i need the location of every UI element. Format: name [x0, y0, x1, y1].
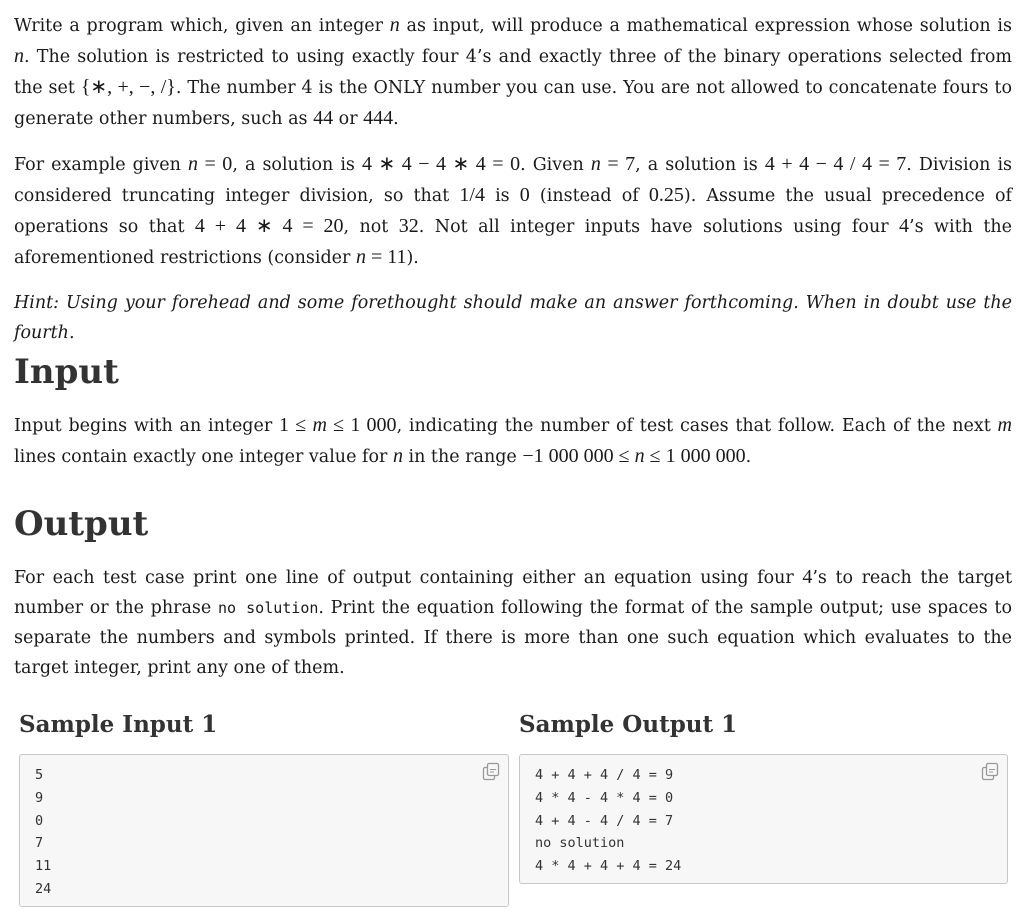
text: , not: [343, 217, 399, 237]
text: , indicating the number of test cases that follow. Each of the next: [396, 416, 998, 436]
sample-input-text: 5 9 0 7 11 24: [35, 767, 52, 897]
copy-icon[interactable]: [979, 761, 1001, 783]
text: is: [484, 186, 520, 206]
text: . The solution is restricted to using exactly four 4’s and exactly three of the binary operations selected from the set: [14, 47, 1012, 98]
text: , a solution is: [232, 155, 362, 175]
math-value: 4: [899, 215, 910, 237]
text: ’s with the aforementioned restrictions (consider: [14, 217, 1012, 268]
text: ).: [406, 248, 419, 268]
math-value: 0.25: [648, 184, 684, 206]
text: Input begins with an integer: [14, 416, 280, 436]
text: . Division is considered truncating integer division, so that: [14, 155, 1013, 206]
math-equation: 4 + 4 − 4 / 4 = 7: [764, 153, 907, 175]
math-n: n: [634, 445, 645, 467]
math-4: 4: [802, 566, 813, 588]
sample-input-title: Sample Input 1: [19, 711, 218, 738]
text: . Print the equation following the format of the sample output; use spaces to separate the numbers and symbols printed. If there is more than one such equation which evaluates to the target integer, print any one of them.: [14, 598, 1012, 678]
sample-input-box: [19, 754, 509, 907]
math-equation: 4 ∗ 4 − 4 ∗ 4 = 0: [361, 153, 521, 175]
output-paragraph: [14, 562, 1012, 683]
text: as input, will produce a mathematical expression whose solution is: [399, 16, 1012, 36]
math-n: n: [188, 153, 199, 175]
math-44: 44: [313, 107, 334, 129]
math-n: n: [14, 45, 24, 67]
text: (instead of: [529, 186, 649, 206]
sample-output-box: [519, 754, 1008, 884]
math-bound: ≤ 1 000: [326, 414, 397, 436]
math-444: 444: [363, 107, 394, 129]
text: Write a program which, given an integer: [14, 16, 390, 36]
text: . The number 4 is the ONLY number you can use. You are not allowed to concatenate fours to generate other numbers, such as: [14, 78, 1012, 129]
math-n: n: [389, 14, 400, 36]
math-n: n: [392, 445, 403, 467]
math-value: = 7: [600, 153, 636, 175]
text: , a solution is: [635, 155, 765, 175]
math-bound: ≤ 1 000 000: [644, 445, 746, 467]
text: For example given: [14, 155, 189, 175]
copy-icon[interactable]: [480, 761, 502, 783]
input-heading: Input: [14, 352, 119, 392]
math-m: m: [997, 414, 1012, 436]
math-value: = 11: [365, 246, 407, 268]
math-bound: 1 ≤: [279, 414, 313, 436]
math-n: n: [355, 246, 366, 268]
code-no-solution: no solution: [217, 599, 319, 617]
text: ). Assume the usual precedence of operations so that: [14, 186, 1012, 237]
text: in the range: [402, 447, 523, 467]
text: For each test case print one line of output containing either an equation using four: [14, 568, 803, 588]
math-value: 0: [519, 184, 530, 206]
sample-output-title: Sample Output 1: [519, 711, 738, 738]
text: . Given: [520, 155, 591, 175]
example-paragraph: [14, 149, 1012, 273]
input-paragraph: [14, 410, 1012, 472]
math-n: n: [590, 153, 601, 175]
output-heading: Output: [14, 504, 149, 544]
text: or: [333, 109, 364, 129]
text: . Not all integer inputs have solutions using four: [418, 217, 900, 237]
text: ’s to reach the target number or the phrase: [14, 568, 1012, 618]
math-value: = 0: [198, 153, 233, 175]
intro-paragraph: [14, 10, 1012, 134]
math-operation-set: {∗, +, −, /}: [80, 76, 176, 98]
text: .: [745, 447, 752, 467]
math-m: m: [312, 414, 327, 436]
text: lines contain exactly one integer value for: [14, 447, 393, 467]
hint-paragraph: Hint: Using your forehead and some forethought should make an answer forthcoming. When in doubt use the fourth.: [14, 293, 1012, 343]
text: .: [393, 109, 399, 129]
math-value: 32: [398, 215, 419, 237]
math-bound: −1 000 000 ≤: [522, 445, 635, 467]
math-fraction: 1/4: [459, 184, 485, 206]
sample-output-text: 4 + 4 + 4 / 4 = 9 4 * 4 - 4 * 4 = 0 4 + 4 - 4 / 4 = 7 no solution 4 * 4 + 4 + 4 = 24: [535, 767, 682, 875]
math-equation: 4 + 4 ∗ 4 = 20: [194, 215, 344, 237]
